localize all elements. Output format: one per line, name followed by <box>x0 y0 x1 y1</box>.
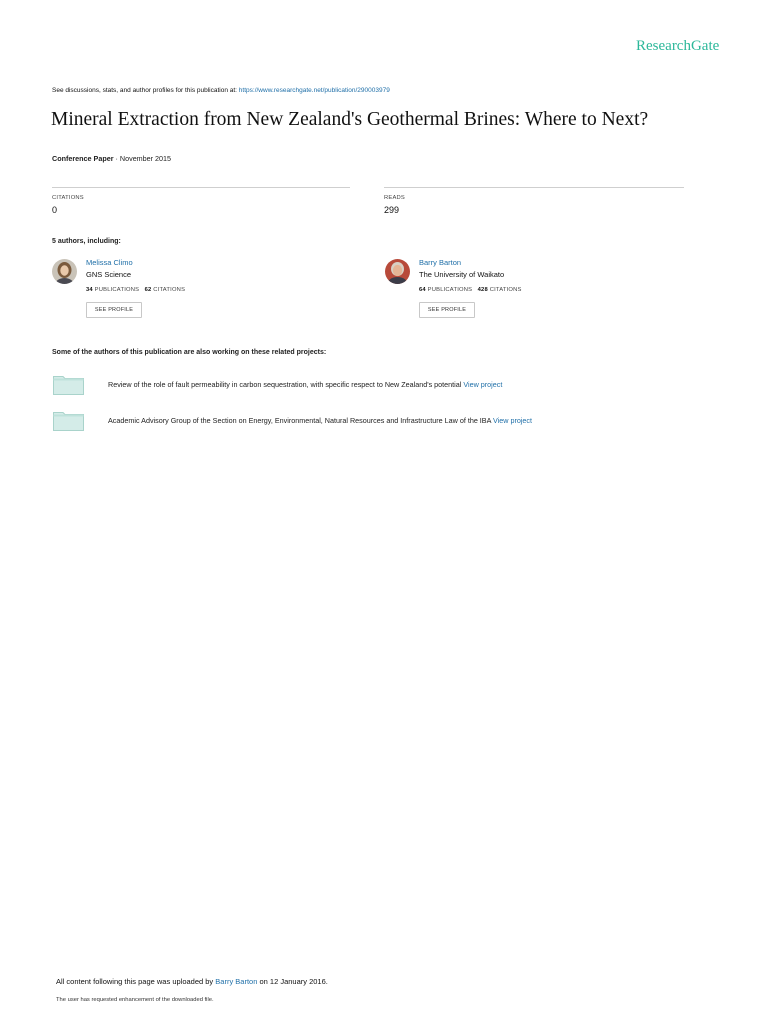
upload-prefix: All content following this page was uploaded by <box>56 977 216 986</box>
discussion-prefix: See discussions, stats, and author profiles for this publication at: <box>52 87 239 94</box>
reads-value: 299 <box>384 205 400 215</box>
project-title: Review of the role of fault permeability in carbon sequestration, with specific respect to New Zealand's potential <box>108 380 462 389</box>
author-publications-label: PUBLICATIONS <box>94 287 140 293</box>
uploader-link[interactable]: Barry Barton <box>215 977 258 986</box>
author-publications-label: PUBLICATIONS <box>427 287 473 293</box>
publication-type: Conference Paper <box>52 154 114 163</box>
related-projects-heading: Some of the authors of this publication are also working on these related projects: <box>52 349 327 356</box>
view-project-link[interactable]: View project <box>463 380 503 389</box>
citations-value: 0 <box>52 205 58 215</box>
project-item <box>52 374 692 398</box>
project-item <box>52 410 692 434</box>
citations-label: CITATIONS <box>52 195 84 201</box>
see-profile-button[interactable]: SEE PROFILE <box>419 302 475 318</box>
publication-url-link[interactable]: https://www.researchgate.net/publication/290003979 <box>238 87 390 94</box>
author-name-link[interactable]: Melissa Climo <box>86 258 133 267</box>
see-profile-button[interactable]: SEE PROFILE <box>86 302 142 318</box>
author-institution: GNS Science <box>86 270 132 279</box>
avatar[interactable] <box>385 259 410 284</box>
reads-divider <box>384 187 684 188</box>
author-citations-count: 428 <box>477 287 488 293</box>
project-title: Academic Advisory Group of the Section on Energy, Environmental, Natural Resources and Infrastructure Law of the IBA <box>108 416 491 425</box>
author-card <box>385 258 665 322</box>
view-project-link[interactable]: View project <box>493 416 533 425</box>
reads-label: READS <box>384 195 405 201</box>
author-stats <box>419 287 522 293</box>
author-stats <box>86 287 185 293</box>
author-publications-count: 34 <box>86 287 93 293</box>
page-title: Mineral Extraction from New Zealand's Geothermal Brines: Where to Next? <box>51 109 649 130</box>
upload-notice <box>56 977 328 986</box>
author-institution: The University of Waikato <box>419 270 505 279</box>
upload-suffix: on 12 January 2016. <box>257 977 328 986</box>
publication-meta <box>52 154 171 163</box>
project-description <box>108 416 532 425</box>
publication-separator: · <box>113 154 120 163</box>
author-name-link[interactable]: Barry Barton <box>419 258 462 267</box>
discussion-line <box>52 87 390 94</box>
author-citations-count: 62 <box>144 287 152 293</box>
author-card <box>52 258 332 322</box>
authors-heading: 5 authors, including: <box>52 238 121 245</box>
project-description <box>108 380 502 389</box>
project-folder-icon[interactable] <box>53 410 84 431</box>
author-citations-label: CITATIONS <box>153 287 186 293</box>
avatar[interactable] <box>52 259 77 284</box>
publication-date: November 2015 <box>119 154 172 163</box>
author-citations-label: CITATIONS <box>489 287 522 293</box>
enhancement-notice: The user has requested enhancement of the downloaded file. <box>56 997 214 1003</box>
researchgate-logo[interactable]: ResearchGate <box>636 38 720 54</box>
author-publications-count: 64 <box>419 287 426 293</box>
project-folder-icon[interactable] <box>53 374 84 395</box>
citations-divider <box>52 187 350 188</box>
